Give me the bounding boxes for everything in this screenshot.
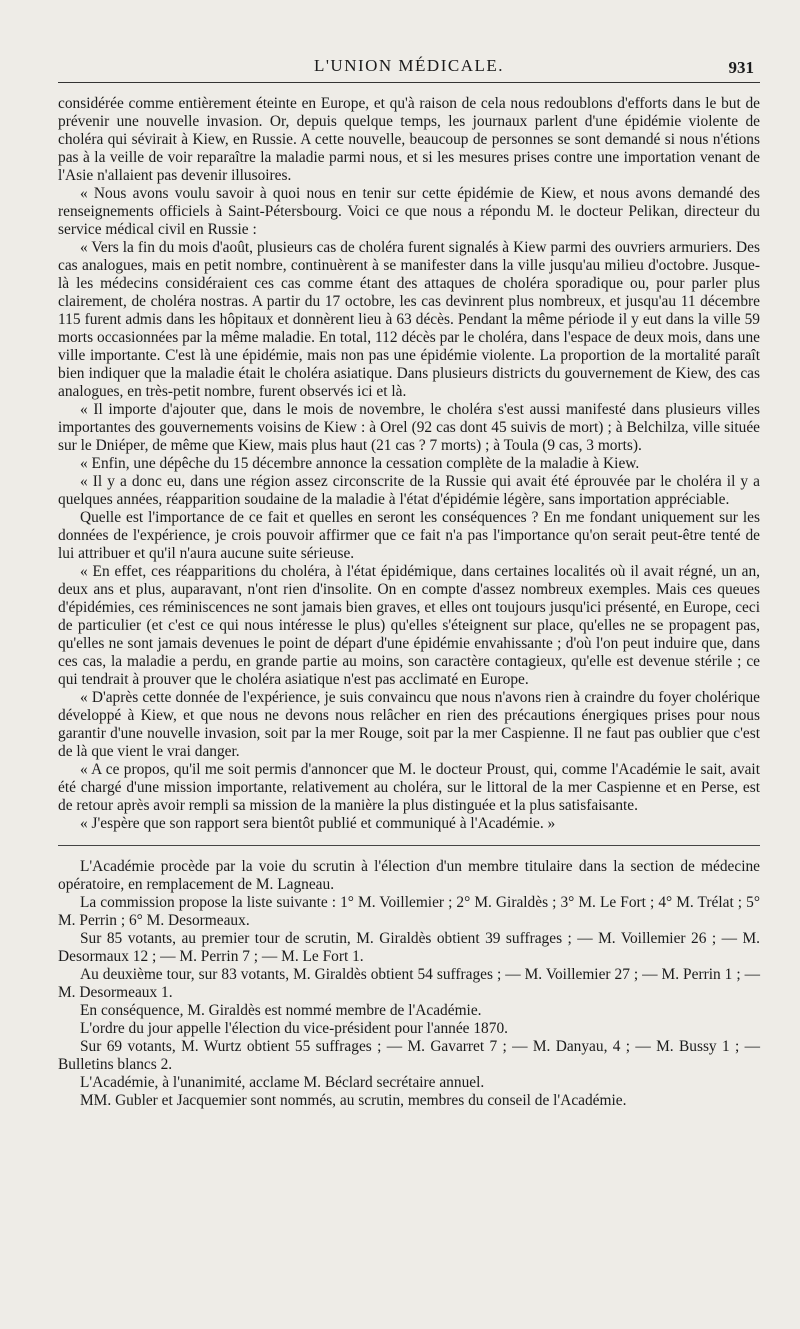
article-body bbox=[58, 95, 760, 1110]
paragraph: « J'espère que son rapport sera bientôt publié et communiqué à l'Académie. » bbox=[80, 815, 556, 832]
page-header bbox=[58, 52, 760, 83]
election-paragraph: L'Académie, à l'unanimité, acclame M. Béclard secrétaire annuel. bbox=[80, 1074, 485, 1091]
page-number: 931 bbox=[728, 58, 754, 77]
paragraph: « Enfin, une dépêche du 15 décembre annonce la cessation complète de la maladie à Kiew. bbox=[80, 455, 640, 472]
election-paragraph: La commission propose la liste suivante : 1° M. Voillemier ; 2° M. Giraldès ; 3° M. Le Fort ; 4° M. Trélat ; 5° M. Perrin ; 6° M. Desormeaux. bbox=[58, 894, 760, 929]
paragraph: « D'après cette donnée de l'expérience, je suis convaincu que nous n'avons rien à craindre du foyer cholérique développé à Kiew, et que nous ne devons nous relâcher en rien des précautions énergiques prises pour nous garantir d'une nouvelle invasion, soit par la mer Rouge, soit par la mer Caspienne. Il ne faut pas oublier que c'est de là que vient le vrai danger. bbox=[58, 689, 760, 760]
paragraph: « Vers la fin du mois d'août, plusieurs cas de choléra furent signalés à Kiew parmi des ouvriers armuriers. Des cas analogues, mais en petit nombre, continuèrent à se manifester dans la ville jusqu'au milieu d'octobre. Jusque-là les médecins considéraient ces cas comme étant des attaques de choléra sporadique ou, pour parler plus clairement, de choléra nostras. A partir du 17 octobre, les cas devinrent plus nombreux, et jusqu'au 11 décembre 115 furent admis dans les hôpitaux et donnèrent lieu à 63 décès. Pendant la même période il y eut dans la ville 59 morts occasionnées par la même maladie. En total, 112 décès par le choléra, dans l'espace de deux mois, dans une ville importante. C'est là une épidémie, mais non pas une épidémie violente. La proportion de la mortalité paraît bien indiquer que la maladie était le choléra asiatique. Dans plusieurs districts du gouvernement de Kiew, des cas analogues, en très-petit nombre, furent observés ici et là. bbox=[58, 239, 760, 400]
paragraph: « A ce propos, qu'il me soit permis d'annoncer que M. le docteur Proust, qui, comme l'Académie le sait, avait été chargé d'une mission importante, relativement au choléra, sur le littoral de la mer Caspienne et en Perse, est de retour après avoir rempli sa mission de la manière la plus distinguée et la plus satisfaisante. bbox=[58, 761, 760, 814]
running-head: L'UNION MÉDICALE. bbox=[313, 56, 505, 75]
election-paragraph: En conséquence, M. Giraldès est nommé membre de l'Académie. bbox=[80, 1002, 482, 1019]
paragraph: « Il y a donc eu, dans une région assez circonscrite de la Russie qui avait été éprouvée par le choléra il y a quelques années, réapparition soudaine de la maladie à l'état d'épidémie légère, sans importation appréciable. bbox=[58, 473, 760, 508]
election-paragraph: L'Académie procède par la voie du scrutin à l'élection d'un membre titulaire dans la section de médecine opératoire, en remplacement de M. Lagneau. bbox=[58, 858, 760, 893]
paragraph: « Il importe d'ajouter que, dans le mois de novembre, le choléra s'est aussi manifesté dans plusieurs villes importantes des gouvernements voisins de Kiew : à Orel (92 cas dont 45 suivis de mort) ; à Belchilza, ville située sur le Dniéper, de même que Kiew, mais plus haut (21 cas ? 7 morts) ; à Toula (9 cas, 3 morts). bbox=[58, 401, 760, 454]
section-divider bbox=[58, 845, 760, 846]
election-paragraph: L'ordre du jour appelle l'élection du vice-président pour l'année 1870. bbox=[80, 1020, 508, 1037]
election-paragraph: MM. Gubler et Jacquemier sont nommés, au scrutin, membres du conseil de l'Académie. bbox=[80, 1092, 627, 1109]
paragraph: Quelle est l'importance de ce fait et quelles en seront les conséquences ? En me fondant uniquement sur les données de l'expérience, je crois pouvoir affirmer que ce fait n'a pas l'importance qu'on serait peut-être tenté de lui attribuer et qu'il n'aura aucune suite sérieuse. bbox=[58, 509, 760, 562]
election-paragraph: Sur 85 votants, au premier tour de scrutin, M. Giraldès obtient 39 suffrages ; — M. Voillemier 26 ; — M. Desormaux 12 ; — M. Perrin 7 ; — M. Le Fort 1. bbox=[58, 930, 760, 965]
paragraph: « En effet, ces réapparitions du choléra, à l'état épidémique, dans certaines localités où il avait régné, un an, deux ans et plus, auparavant, n'ont rien d'insolite. On en compte d'assez nombreux exemples. Mais ces queues d'épidémies, ces réminiscences ne sont jamais bien graves, et elles ont toujours jusqu'ici présenté, en Europe, ceci de particulier (et c'est ce qui nous intéresse le plus) qu'elles s'éteignent sur place, qu'elles ne se propagent pas, qu'elles ne sont jamais devenues le point de départ d'une épidémie envahissante ; d'où l'on peut induire que, dans ces cas, la maladie a perdu, en grande partie au moins, son caractère contagieux, qu'elle est devenue stérile ; ce qui tendrait à prouver que le choléra asiatique n'est pas acclimaté en Europe. bbox=[58, 563, 760, 688]
election-paragraph: Au deuxième tour, sur 83 votants, M. Giraldès obtient 54 suffrages ; — M. Voillemier 27 ; — M. Perrin 1 ; — M. Desormeaux 1. bbox=[58, 966, 760, 1001]
paragraph: « Nous avons voulu savoir à quoi nous en tenir sur cette épidémie de Kiew, et nous avons demandé des renseignements officiels à Saint-Pétersbourg. Voici ce que nous a répondu M. le docteur Pelikan, directeur du service médical civil en Russie : bbox=[58, 185, 760, 238]
election-paragraph: Sur 69 votants, M. Wurtz obtient 55 suffrages ; — M. Gavarret 7 ; — M. Danyau, 4 ; — M. Bussy 1 ; — Bulletins blancs 2. bbox=[58, 1038, 760, 1073]
paragraph: considérée comme entièrement éteinte en Europe, et qu'à raison de cela nous redoublons d'efforts dans le but de prévenir une nouvelle invasion. Or, depuis quelque temps, les journaux parlent d'une épidémie violente de choléra qui sévirait à Kiew, en Russie. A cette nouvelle, beaucoup de personnes se sont demandé si nous n'étions pas à la veille de voir reparaître la maladie parmi nous, et si les mesures prises contre une importation venant de l'Asie n'allaient pas devenir illusoires. bbox=[58, 95, 760, 184]
